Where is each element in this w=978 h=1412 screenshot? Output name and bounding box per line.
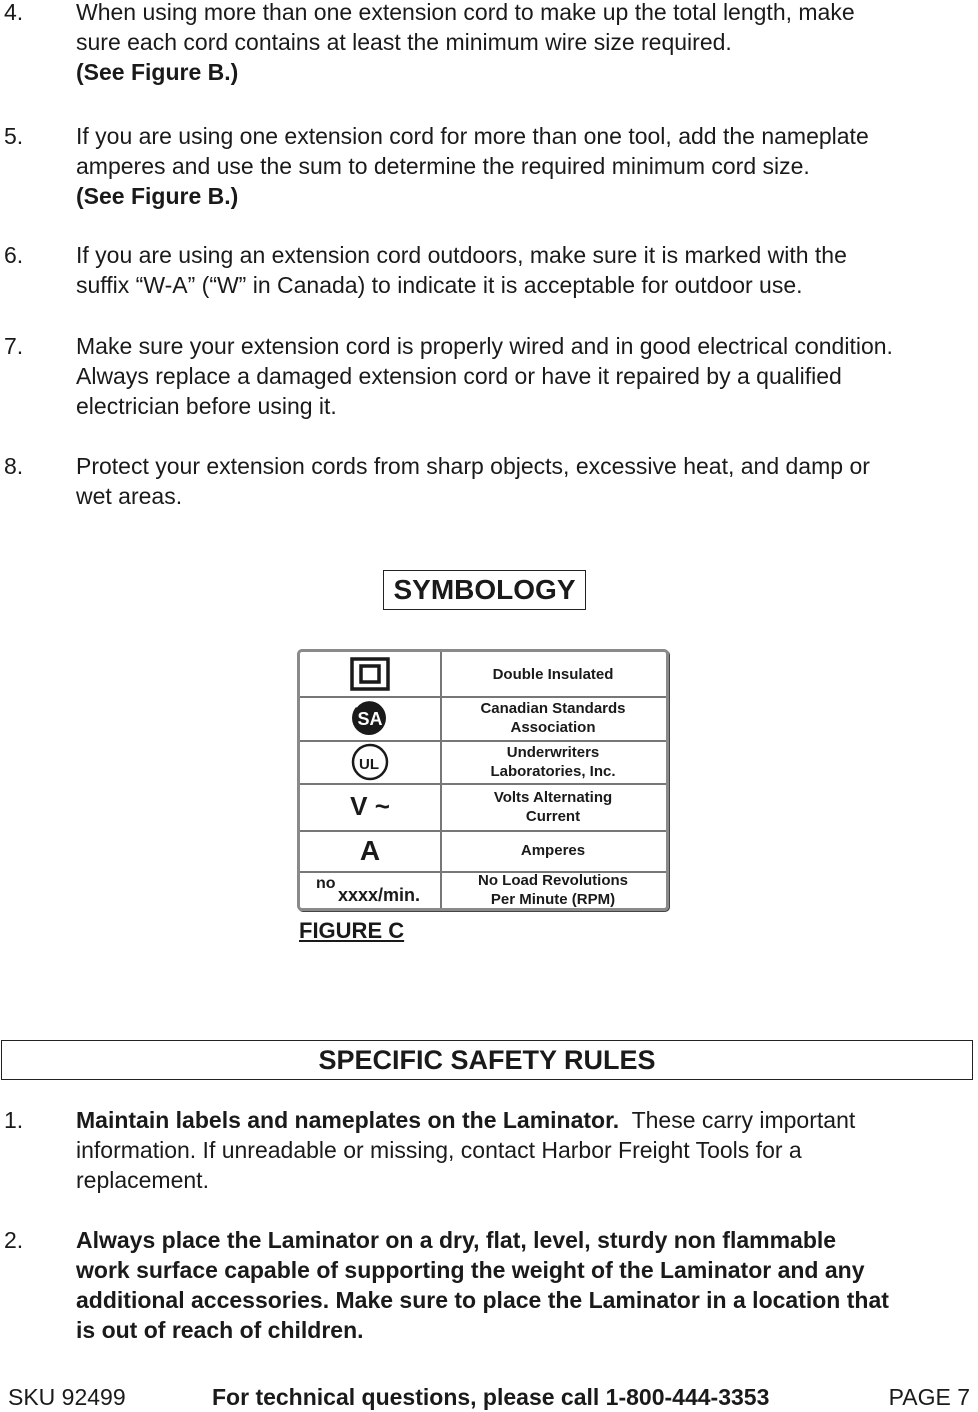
item-number: 4. (4, 0, 24, 25)
ul-icon (348, 742, 392, 782)
item-text-line: sure each cord contains at least the minimum wire size required. (76, 29, 732, 55)
symbol-row-double-insulated (300, 652, 666, 698)
item-number: 1. (4, 1107, 24, 1133)
symbol-row-ul (300, 740, 666, 785)
symbology-heading: SYMBOLOGY (383, 570, 586, 610)
symbol-description: No Load Revolutions (478, 871, 628, 889)
figure-caption: FIGURE C (299, 918, 405, 943)
item-text-line: When using more than one extension cord to make up the total length, make (76, 0, 855, 25)
symbol-description: Volts Alternating (493, 788, 613, 806)
item-text-line: Make sure your extension cord is properly wired and in good electrical condition. (76, 333, 893, 359)
figure-reference: (See Figure B.) (76, 59, 239, 85)
symbol-description: Association (510, 719, 596, 736)
item-text-line: Always replace a damaged extension cord or have it repaired by a qualified (76, 363, 842, 389)
symbol-description: Laboratories, Inc. (490, 762, 616, 780)
figure-reference: (See Figure B.) (76, 183, 239, 209)
footer-sku: SKU 92499 (8, 1384, 126, 1410)
item-text-line: If you are using one extension cord for more than one tool, add the nameplate (76, 123, 869, 149)
item-text-line: Always place the Laminator on a dry, flat, level, sturdy non flammable (76, 1227, 837, 1253)
item-text-line: suffix “W-A” (“W” in Canada) to indicate it is acceptable for outdoor use. (76, 272, 803, 298)
symbol-description: Current (525, 807, 581, 825)
item-number: 2. (4, 1227, 24, 1253)
item-text-line: These carry important (631, 1107, 856, 1133)
volts-ac-symbol: V ~ (350, 791, 390, 821)
ul-icon-text: UL (359, 755, 379, 773)
safety-rules-heading: SPECIFIC SAFETY RULES (1, 1040, 973, 1080)
symbol-description: Amperes (520, 842, 586, 859)
symbol-description: Underwriters (506, 743, 600, 761)
symbol-description: Per Minute (RPM) (490, 890, 616, 908)
symbol-row-csa (300, 696, 666, 742)
item-text-line: wet areas. (76, 483, 183, 509)
item-text-line: amperes and use the sum to determine the required minimum cord size. (76, 153, 810, 179)
item-text-line: Protect your extension cords from sharp objects, excessive heat, and damp or (76, 453, 870, 479)
item-text-line: additional accessories. Make sure to place the Laminator in a location that (76, 1287, 889, 1313)
item-bold-lead: Maintain labels and nameplates on the Laminator. (76, 1107, 620, 1133)
footer-tech-support: For technical questions, please call 1-800-444-3353 (212, 1384, 770, 1410)
item-text-line: information. If unreadable or missing, contact Harbor Freight Tools for a (76, 1137, 802, 1163)
item-text-line: electrician before using it. (76, 393, 337, 419)
symbol-description: Double Insulated (492, 665, 614, 683)
symbol-row-amperes (300, 830, 666, 873)
rpm-symbol: xxxx/min. (338, 885, 421, 905)
item-text-line: work surface capable of supporting the weight of the Laminator and any (76, 1257, 865, 1283)
double-insulated-icon (350, 657, 390, 691)
footer-page-number: PAGE 7 (888, 1384, 970, 1410)
csa-icon (348, 698, 392, 738)
symbol-row-rpm (300, 871, 666, 908)
item-text-line: replacement. (76, 1167, 209, 1193)
symbol-row-volts (300, 783, 666, 832)
no-load-symbol: no (316, 875, 336, 892)
item-text-line: If you are using an extension cord outdoors, make sure it is marked with the (76, 242, 847, 268)
item-number: 6. (4, 242, 24, 268)
symbol-description: Canadian Standards (480, 700, 626, 717)
csa-icon-text: SA (357, 709, 383, 729)
symbology-table (297, 649, 669, 911)
item-text-line: is out of reach of children. (76, 1317, 364, 1343)
item-number: 8. (4, 453, 24, 479)
item-number: 7. (4, 333, 24, 359)
item-number: 5. (4, 123, 24, 149)
amperes-symbol: A (359, 834, 381, 866)
